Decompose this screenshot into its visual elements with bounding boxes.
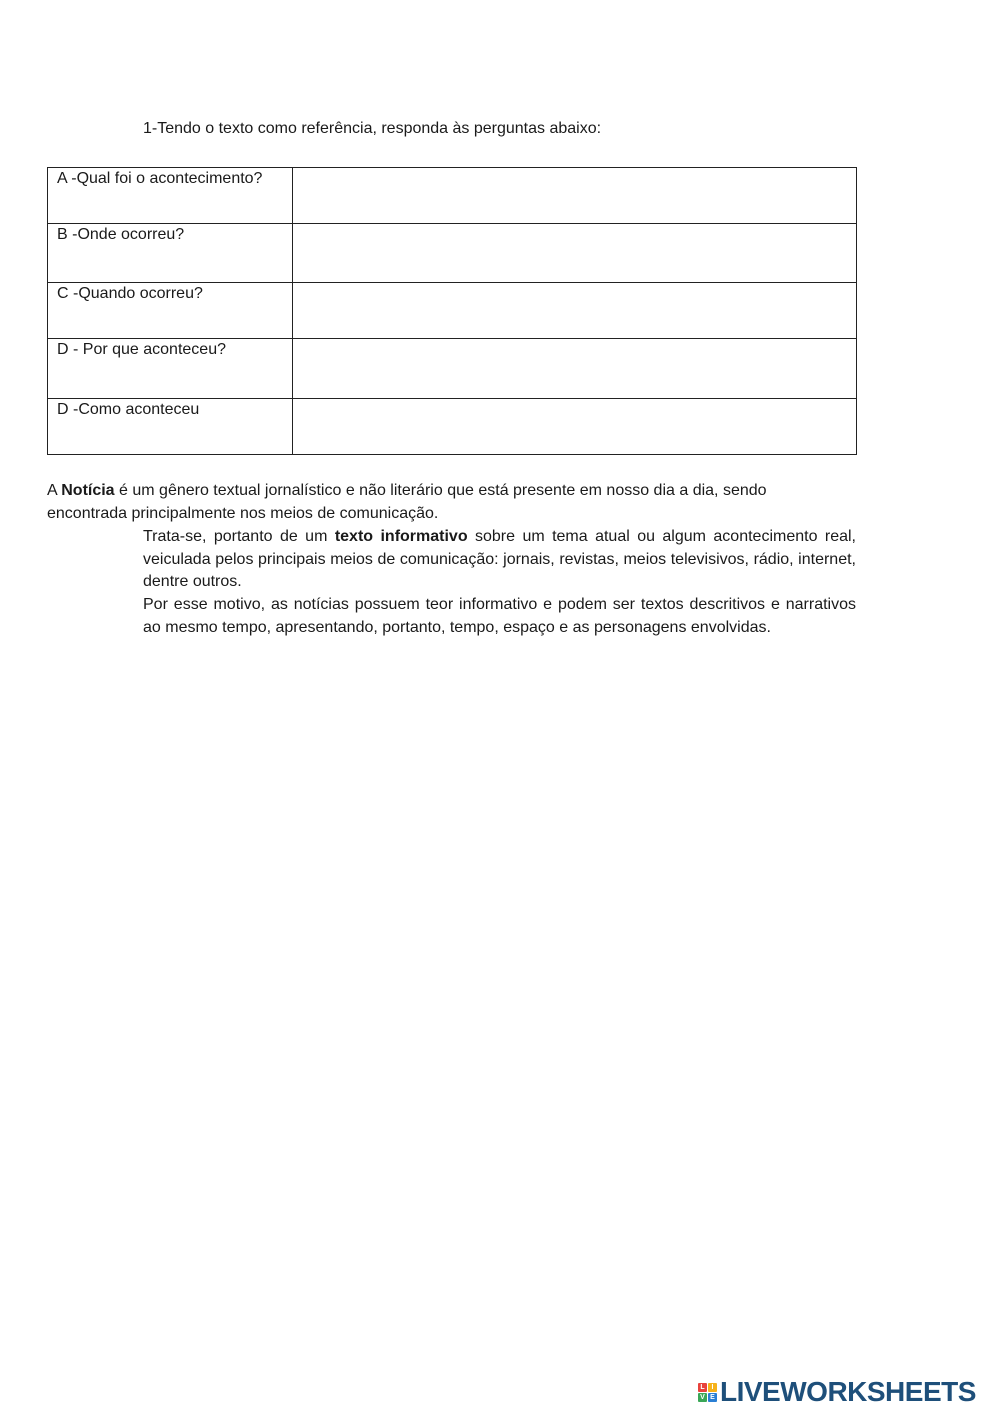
paragraph-motivo: Por esse motivo, as notícias possuem teor informativo e podem ser textos descritivos e narrativos ao mesmo tempo, apresentando, portanto, tempo, espaço e as personagens envolvidas. [143, 596, 856, 636]
paragraph-noticia [47, 479, 827, 525]
questions-table [47, 167, 857, 455]
table-row [48, 168, 857, 224]
table-row [48, 224, 857, 283]
logo-tile-i: I [708, 1383, 717, 1392]
answer-field[interactable] [293, 168, 857, 224]
answer-field[interactable] [293, 224, 857, 283]
paragraph-text: é um gênero textual jornalístico e não literário que está presente em nosso dia a dia, sendo encontrada principalmente nos meios de comunicação. [47, 482, 767, 522]
table-row [48, 399, 857, 455]
question-label: B -Onde ocorreu? [48, 224, 293, 283]
answer-field[interactable] [293, 283, 857, 339]
logo-tile-l: L [698, 1383, 707, 1392]
paragraph-text: Trata-se, portanto de um [143, 528, 335, 545]
liveworksheets-logo [698, 1376, 976, 1408]
bold-term: Notícia [61, 482, 115, 499]
answer-field[interactable] [293, 399, 857, 455]
question-label: D -Como aconteceu [48, 399, 293, 455]
paragraph-text: A [47, 482, 62, 499]
question-label: C -Quando ocorreu? [48, 283, 293, 339]
question-label: D - Por que aconteceu? [48, 339, 293, 399]
answer-field[interactable] [293, 339, 857, 399]
logo-icon [698, 1383, 717, 1402]
logo-tile-e: E [708, 1393, 717, 1402]
table-row [48, 283, 857, 339]
bold-term: texto informativo [334, 528, 468, 545]
instruction-text: 1-Tendo o texto como referência, responda às perguntas abaixo: [143, 120, 602, 137]
logo-tile-v: V [698, 1393, 707, 1402]
paragraph-texto-informativo [143, 526, 856, 594]
logo-text: LIVEWORKSHEETS [720, 1376, 976, 1407]
question-label: A -Qual foi o acontecimento? [48, 168, 293, 224]
table-row [48, 339, 857, 399]
paragraph-text: sobre um tema atual ou algum acontecimento real, veiculada pelos principais meios de comunicação: jornais, revistas, meios televisivos, rádio, internet, dentre outros. [143, 528, 857, 590]
